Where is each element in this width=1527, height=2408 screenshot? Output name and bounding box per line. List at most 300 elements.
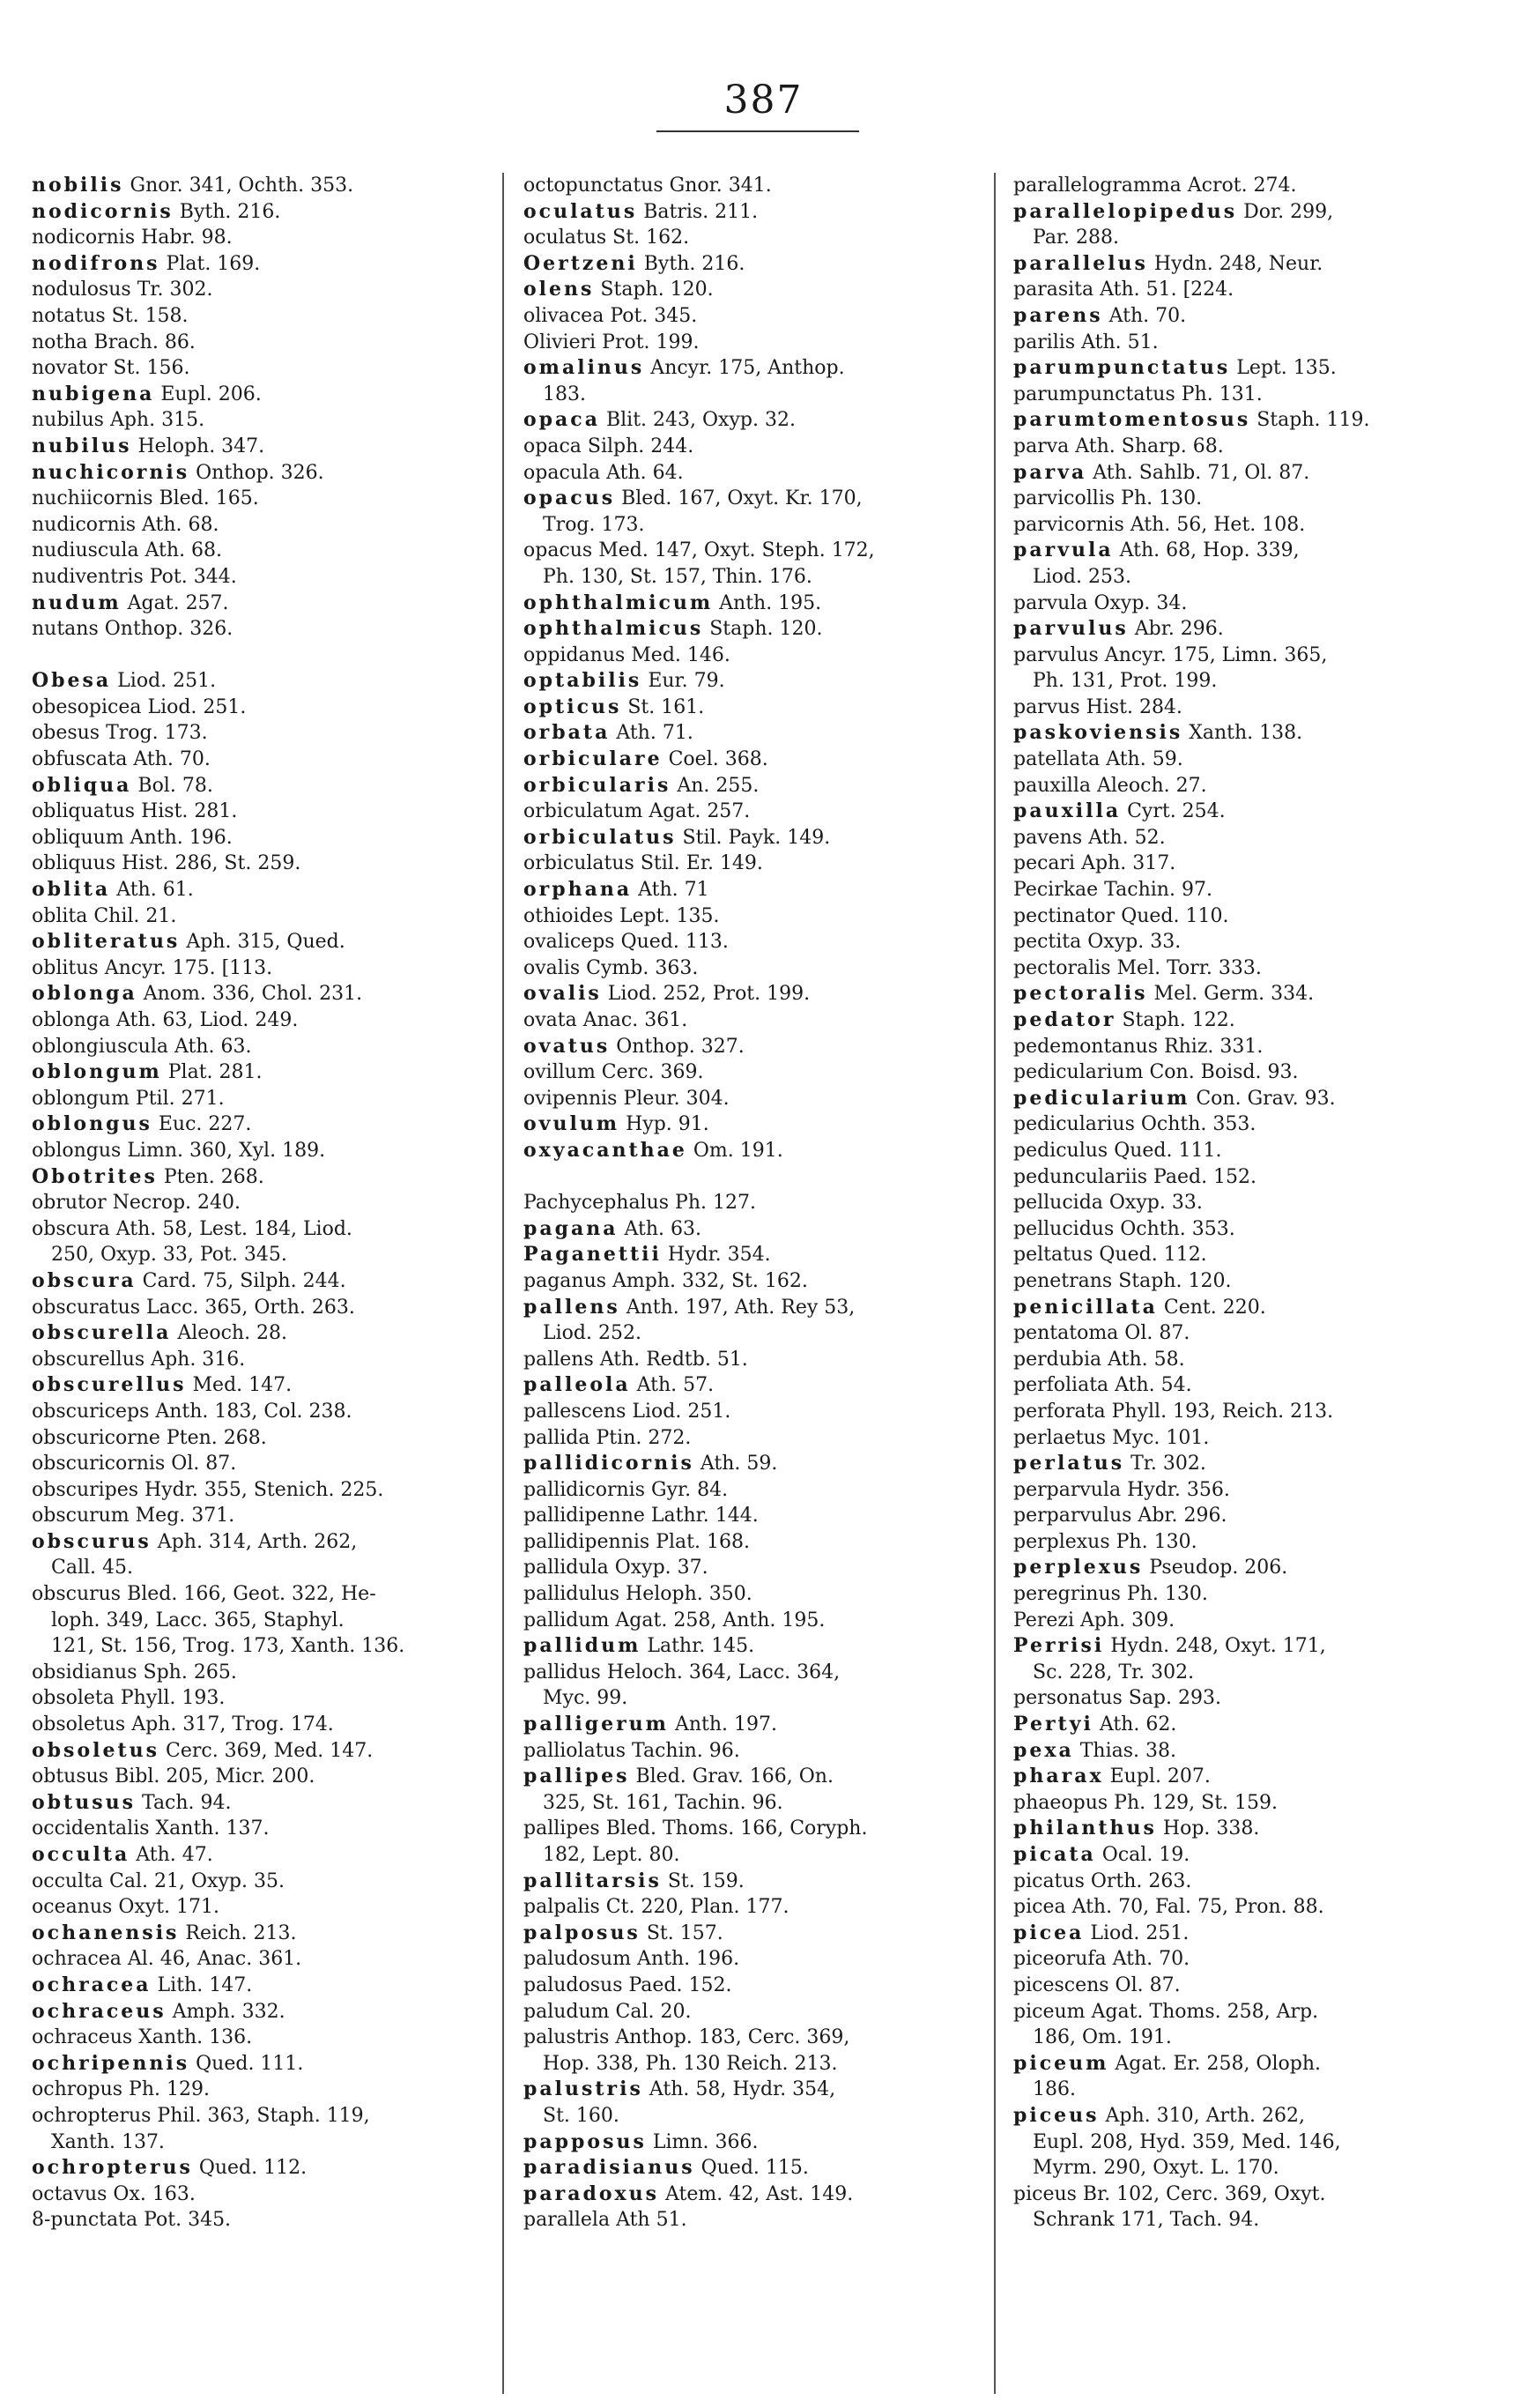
species-name: piceum xyxy=(1013,2051,1109,2075)
index-entry xyxy=(32,2103,472,2129)
page-references: Liod. 252, Prot. 199. xyxy=(601,983,811,1006)
species-name: pectoralis xyxy=(1013,956,1111,979)
page-references: Ph. 130. xyxy=(1115,487,1203,510)
index-entry-continuation xyxy=(1013,2077,1494,2103)
index-entry xyxy=(1013,1295,1494,1321)
index-entry xyxy=(32,1816,472,1842)
species-name: oblitus xyxy=(32,956,99,979)
page-references: Trog. 173. xyxy=(543,513,645,536)
page-references: St. 157. xyxy=(640,1921,723,1944)
species-name: ovipennis xyxy=(523,1087,618,1110)
column-divider xyxy=(502,173,504,2394)
species-name: nudum xyxy=(32,591,122,614)
index-entry xyxy=(1013,695,1494,721)
index-entry xyxy=(1013,591,1494,617)
species-name: obscurellus xyxy=(32,1373,187,1397)
index-entry xyxy=(32,407,472,434)
index-entry xyxy=(1013,616,1494,643)
page-references: Aph. 317, Trog. 174. xyxy=(125,1713,334,1736)
index-entry xyxy=(32,173,472,199)
index-column-3 xyxy=(1013,173,1494,2233)
page-references: Heloph. 350. xyxy=(619,1583,752,1606)
index-entry xyxy=(523,486,973,512)
index-entry xyxy=(523,1738,973,1765)
page-references: Phyll. 193, Reich. 213. xyxy=(1105,1400,1334,1423)
page-references: Ancyr. 175, Limn. 365, xyxy=(1098,643,1328,666)
index-entry xyxy=(32,1712,472,1738)
page-references: Ath. 68. xyxy=(136,513,219,536)
species-name: parumpunctatus xyxy=(1013,356,1231,380)
species-name: ochraceus xyxy=(32,2026,133,2049)
index-entry xyxy=(523,1973,973,1999)
index-entry xyxy=(523,355,973,382)
page-references: Bled. 165. xyxy=(152,487,259,510)
index-entry xyxy=(1013,460,1494,487)
species-name: parvula xyxy=(1013,591,1088,614)
index-entry xyxy=(523,1764,973,1790)
index-entry xyxy=(32,720,472,747)
index-entry xyxy=(523,277,973,303)
page-references: Hop. 338. xyxy=(1156,1817,1260,1840)
page-references: Phyll. 193. xyxy=(114,1687,226,1710)
species-name: picescens xyxy=(1013,1973,1109,1996)
page-references: Qued. 112. xyxy=(1093,1244,1207,1267)
species-name: oculatus xyxy=(523,199,638,223)
page-references: Ol. 87. xyxy=(1108,1973,1181,1996)
species-name: obscura xyxy=(32,1217,110,1240)
page-references: Abr. 296. xyxy=(1131,1505,1227,1527)
species-name: pallipes xyxy=(523,1817,600,1840)
species-name: opaca xyxy=(523,408,600,432)
species-name: perparvulus xyxy=(1013,1505,1132,1527)
species-name: orbiculatus xyxy=(523,852,634,875)
page-references: Pten. 268. xyxy=(157,1165,264,1188)
page-references: Onthop. 327. xyxy=(610,1035,745,1058)
page-references: Ph. 131, Prot. 199. xyxy=(1033,670,1218,693)
species-name: ophthalmicus xyxy=(523,617,704,641)
species-name: paradoxus xyxy=(523,2181,660,2205)
index-entry xyxy=(523,1451,973,1477)
page-references: St. 160. xyxy=(543,2104,619,2127)
species-name: obfuscata xyxy=(32,748,128,771)
species-name: oblonga xyxy=(32,1009,110,1031)
species-name: pexa xyxy=(1013,1738,1074,1762)
index-entry xyxy=(32,1529,472,1556)
species-name: parens xyxy=(1013,303,1103,327)
page-references: Xanth. 138. xyxy=(1182,722,1303,745)
species-name: oblongus xyxy=(32,1112,152,1136)
species-name: oxyacanthae xyxy=(523,1138,687,1162)
page-references: Paed. 152. xyxy=(1147,1165,1257,1188)
index-entry xyxy=(1013,1921,1494,1947)
species-name: obscuriceps xyxy=(32,1400,150,1423)
page-references: Aph. 315. xyxy=(103,409,205,432)
page-references: Ath. Sharp. 68. xyxy=(1069,435,1224,457)
index-entry xyxy=(32,2025,472,2051)
index-entry xyxy=(523,1242,973,1268)
page-references: Con. Boisd. 93. xyxy=(1143,1061,1299,1084)
species-name: Oertzeni xyxy=(523,251,638,275)
index-entry xyxy=(1013,825,1494,851)
index-entry xyxy=(523,2077,973,2103)
page-references: Anac. 361. xyxy=(576,1009,688,1031)
page-references: Agat. Er. 258, Oloph. xyxy=(1108,2052,1321,2075)
page-references: Lith. 147. xyxy=(151,1973,253,1996)
species-name: pectoralis xyxy=(1013,982,1148,1006)
page-references: Aph. 317. xyxy=(1075,852,1176,875)
species-name: pedicularium xyxy=(1013,1086,1190,1110)
index-entry-continuation xyxy=(1013,2129,1494,2156)
species-name: peregrinus xyxy=(1013,1583,1121,1606)
species-name: pallidipennis xyxy=(523,1530,650,1553)
page-references: 186, Om. 191. xyxy=(1033,2026,1172,2049)
page-references: Ol. 87. xyxy=(1118,1322,1190,1345)
index-entry xyxy=(1013,1764,1494,1790)
index-entry xyxy=(32,877,472,903)
page-references: Hydr. 355, Stenich. 225. xyxy=(138,1478,384,1501)
index-entry xyxy=(523,538,973,564)
species-name: oblongiuscula xyxy=(32,1035,168,1058)
index-entry-continuation xyxy=(1013,564,1494,591)
species-name: pavens xyxy=(1013,826,1083,849)
page-references: Pseudop. 206. xyxy=(1143,1557,1288,1579)
index-entry xyxy=(523,955,973,982)
page-references: Sph. 265. xyxy=(137,1661,237,1683)
index-entry xyxy=(32,1921,472,1947)
species-name: pauxilla xyxy=(1013,774,1091,797)
page-references: St. 159. xyxy=(661,1869,745,1892)
species-name: piceus xyxy=(1013,2182,1077,2205)
page-references: Ath. 58. xyxy=(1101,1348,1185,1371)
species-name: phaeopus xyxy=(1013,1791,1108,1814)
page-references: Heloch. 364, Lacc. 364, xyxy=(600,1661,841,1683)
index-entry xyxy=(1013,2181,1494,2208)
species-name: nubilus xyxy=(32,409,104,432)
species-name: orbiculare xyxy=(523,747,663,771)
species-name: picatus xyxy=(1013,1869,1085,1892)
species-name: orbata xyxy=(523,721,611,745)
species-name: opaca xyxy=(523,435,582,457)
species-name: nodulosus xyxy=(32,279,131,301)
index-entry xyxy=(523,2129,973,2156)
page-references: Ath. Sahlb. 71, Ol. 87. xyxy=(1086,461,1310,484)
page-references: Coel. 368. xyxy=(662,748,768,771)
index-entry xyxy=(32,355,472,382)
page-references: Staph. 122. xyxy=(1116,1009,1235,1031)
species-name: pallescens xyxy=(523,1400,626,1423)
species-name: parumtomentosus xyxy=(1013,408,1251,432)
page-references: Eupl. 208, Hyd. 359, Med. 146, xyxy=(1033,2130,1341,2153)
species-name: obscuripes xyxy=(32,1478,139,1501)
species-name: pediculus xyxy=(1013,1139,1108,1162)
index-entry xyxy=(1013,1608,1494,1634)
species-name: notatus xyxy=(32,304,106,327)
page-references: Ath. Redtb. 51. xyxy=(593,1348,748,1371)
index-entry xyxy=(523,929,973,955)
species-name: pallidipenne xyxy=(523,1505,645,1527)
page-references: Lathr. 145. xyxy=(641,1635,755,1658)
index-entry xyxy=(523,1816,973,1842)
index-entry xyxy=(1013,1086,1494,1112)
species-name: pentatoma xyxy=(1013,1322,1119,1345)
page-references: Ph. 129, St. 159. xyxy=(1108,1791,1278,1814)
index-entry xyxy=(1013,1034,1494,1060)
species-name: ochracea xyxy=(32,1948,122,1971)
index-entry xyxy=(1013,1216,1494,1243)
index-entry xyxy=(32,2155,472,2181)
page-references: Liod. 253. xyxy=(1033,565,1131,588)
index-entry xyxy=(1013,1999,1494,2025)
index-entry-continuation xyxy=(523,1320,973,1347)
index-entry xyxy=(523,1086,973,1112)
species-name: pedunculariis xyxy=(1013,1165,1148,1188)
index-entry xyxy=(523,303,973,330)
page-references: Ath. 62. xyxy=(1093,1713,1177,1736)
page-references: Eupl. 206. xyxy=(154,383,262,405)
species-name: picea xyxy=(1013,1896,1066,1919)
index-entry xyxy=(1013,773,1494,799)
page-references: Qued. 111. xyxy=(1108,1139,1222,1162)
species-name: oceanus xyxy=(32,1896,113,1919)
species-name: paradisianus xyxy=(523,2156,695,2180)
page-references: Sap. 293. xyxy=(1122,1687,1221,1710)
index-entry xyxy=(32,1399,472,1425)
index-entry xyxy=(1013,955,1494,982)
index-entry xyxy=(523,1712,973,1738)
index-entry-continuation xyxy=(1013,668,1494,695)
index-entry xyxy=(1013,1138,1494,1164)
species-name: ochracea xyxy=(32,1973,152,1996)
species-name: patellata xyxy=(1013,748,1101,771)
page-references: Pleur. 304. xyxy=(617,1087,730,1110)
species-name: picea xyxy=(1013,1921,1085,1944)
index-entry xyxy=(32,1320,472,1347)
index-entry xyxy=(1013,1111,1494,1138)
page-references: loph. 349, Lacc. 365, Staphyl. xyxy=(51,1609,345,1631)
page-references: Euc. 227. xyxy=(152,1113,252,1136)
page-references: Thias. 38. xyxy=(1073,1739,1177,1762)
species-name: ophthalmicum xyxy=(523,591,714,614)
index-entry xyxy=(523,695,973,721)
page-references: Aleoch. 27. xyxy=(1091,774,1207,797)
page-references: 183. xyxy=(543,383,586,405)
page-references: Plat. 281. xyxy=(161,1061,263,1084)
index-column-2 xyxy=(523,173,973,2233)
index-entry xyxy=(1013,1842,1494,1869)
page-references: Ath. 52. xyxy=(1082,826,1166,849)
page-references: Ochth. 353. xyxy=(1134,1113,1256,1136)
page-references: Gnor. 341, Ochth. 353. xyxy=(123,175,354,197)
index-entry xyxy=(523,591,973,617)
species-name: parumpunctatus xyxy=(1013,383,1175,405)
species-name: octavus xyxy=(32,2182,107,2205)
species-name: parilis xyxy=(1013,331,1076,353)
page-references: St. 156. xyxy=(107,357,190,380)
species-name: palliolatus xyxy=(523,1739,626,1762)
page-references: Ath. 71. xyxy=(610,722,693,745)
species-name: peltatus xyxy=(1013,1244,1093,1267)
index-entry xyxy=(1013,747,1494,773)
page-references: Staph. 120. xyxy=(703,618,823,641)
page-references: Xanth. 137. xyxy=(149,1817,270,1840)
page-references: Oxyp. 33. xyxy=(1081,931,1182,954)
species-name: oblongum xyxy=(32,1087,130,1110)
species-name: obscuratus xyxy=(32,1296,141,1319)
index-entry-continuation xyxy=(32,1555,472,1581)
index-entry xyxy=(32,1894,472,1921)
index-entry xyxy=(523,225,973,251)
index-entry xyxy=(32,747,472,773)
page-references: Hist. 284. xyxy=(1079,695,1182,718)
page-references: Plat. 169. xyxy=(159,252,261,275)
index-entry xyxy=(1013,1816,1494,1842)
page-references: Tachin. 96. xyxy=(626,1739,740,1762)
index-entry xyxy=(32,225,472,251)
index-entry xyxy=(32,668,472,695)
page-references: Sc. 228, Tr. 302. xyxy=(1033,1661,1195,1683)
species-name: nudiventris xyxy=(32,565,144,588)
species-name: optabilis xyxy=(523,669,642,693)
page-references: Phil. 363, Staph. 119, xyxy=(151,2104,370,2127)
page-references: Gnor. 341. xyxy=(663,175,772,197)
page-references: Ath. 51. xyxy=(1075,331,1159,353)
species-name: ovatus xyxy=(523,1034,611,1058)
index-entry xyxy=(523,330,973,356)
species-name: ochraceus xyxy=(32,1999,167,2023)
index-entry-continuation xyxy=(523,1842,973,1869)
species-name: obliquus xyxy=(32,852,116,875)
species-name: obscurus xyxy=(32,1583,122,1606)
species-name: obesopicea xyxy=(32,695,142,718)
index-entry xyxy=(32,1764,472,1790)
page-references: Stil. Er. 149. xyxy=(634,852,763,875)
page-references: Mel. Torr. 333. xyxy=(1110,956,1262,979)
species-name: obliquum xyxy=(32,826,124,849)
page-references: Aph. 316. xyxy=(145,1348,246,1371)
species-name: ovillum xyxy=(523,1061,596,1084)
index-entry xyxy=(1013,1685,1494,1712)
page-references: Cerc. 369, Med. 147. xyxy=(159,1739,374,1762)
species-name: perforata xyxy=(1013,1400,1106,1423)
page-references: Ath. 56, Het. 108. xyxy=(1123,513,1306,536)
page-references: Ancyr. 175, Anthop. xyxy=(644,357,845,380)
index-entry xyxy=(32,1685,472,1712)
page-references: St. 161. xyxy=(621,695,705,718)
species-name: oblita xyxy=(32,904,88,927)
page-references: Acrot. 274. xyxy=(1181,175,1297,197)
index-entry xyxy=(1013,199,1494,226)
index-entry xyxy=(523,1581,973,1608)
species-name: Perrisi xyxy=(1013,1634,1105,1658)
species-name: ovata xyxy=(523,1009,577,1031)
species-name: parvula xyxy=(1013,539,1114,562)
species-name: nobilis xyxy=(32,174,124,197)
page-references: Lathr. 144. xyxy=(644,1505,759,1527)
species-name: ochropus xyxy=(32,2078,123,2101)
species-name: obscurella xyxy=(32,1321,172,1345)
page-references: Pot. 344. xyxy=(143,565,237,588)
page-references: Silph. 244. xyxy=(581,435,694,457)
index-entry xyxy=(32,330,472,356)
index-entry xyxy=(523,1946,973,1973)
species-name: Obesa xyxy=(32,669,112,693)
index-entry xyxy=(1013,1347,1494,1373)
species-name: obliqua xyxy=(32,773,132,797)
index-entry xyxy=(1013,981,1494,1007)
page-references: Bibl. 205, Micr. 200. xyxy=(108,1765,315,1788)
page-references: Ph. 130. xyxy=(1109,1530,1197,1553)
index-entry xyxy=(32,1790,472,1817)
page-references: Ath. 68. xyxy=(138,539,223,562)
species-name: obliteratus xyxy=(32,930,181,954)
index-entry xyxy=(32,1190,472,1216)
species-name: pedator xyxy=(1013,1008,1116,1031)
page-references: Reich. 213. xyxy=(179,1921,297,1944)
section-gap xyxy=(523,1164,973,1191)
index-entry xyxy=(1013,1320,1494,1347)
page-references: Bled. 166, Geot. 322, He- xyxy=(121,1583,376,1606)
species-name: pecari xyxy=(1013,852,1076,875)
species-name: palustris xyxy=(523,2077,643,2101)
index-entry xyxy=(523,747,973,773)
page-references: Cent. 220. xyxy=(1157,1296,1266,1319)
species-name: nodicornis xyxy=(32,199,174,223)
species-name: pellucida xyxy=(1013,1192,1103,1215)
index-entry xyxy=(1013,1164,1494,1191)
index-entry xyxy=(32,929,472,955)
page-references: Med. 146. xyxy=(625,643,730,666)
page-references: Aph. 310, Arth. 262, xyxy=(1099,2104,1305,2127)
species-name: pallipes xyxy=(523,1765,630,1788)
species-name: oppidanus xyxy=(523,643,626,666)
index-entry xyxy=(523,825,973,851)
index-entry xyxy=(523,407,973,434)
page-references: Necrop. 240. xyxy=(106,1192,241,1215)
species-name: piceum xyxy=(1013,2000,1086,2023)
index-entry xyxy=(523,1347,973,1373)
page-references: Brach. 86. xyxy=(87,331,196,353)
index-entry xyxy=(523,668,973,695)
species-name: parallelogramma xyxy=(1013,175,1182,197)
index-entry xyxy=(32,851,472,877)
page-references: Al. 46, Anac. 361. xyxy=(121,1948,302,1971)
index-column-1 xyxy=(32,173,472,2233)
index-entry xyxy=(523,981,973,1007)
page-references: Ath. 57. xyxy=(630,1374,715,1397)
page-references: Ath. 71 xyxy=(632,879,709,902)
index-entry xyxy=(523,903,973,930)
index-entry-continuation xyxy=(523,2051,973,2077)
index-entry xyxy=(1013,330,1494,356)
index-entry xyxy=(1013,1190,1494,1216)
species-name: opacus xyxy=(523,487,616,510)
page-references: Bled. 167, Oxyt. Kr. 170, xyxy=(615,487,863,510)
species-name: pectita xyxy=(1013,931,1082,954)
species-name: perlatus xyxy=(1013,1452,1125,1475)
page-references: Om. 191. xyxy=(686,1139,783,1162)
page-references: Habr. 98. xyxy=(135,227,233,249)
page-references: Mel. Germ. 334. xyxy=(1147,983,1315,1006)
index-entry xyxy=(32,199,472,226)
species-name: perplexus xyxy=(1013,1530,1110,1553)
index-entry xyxy=(523,1425,973,1452)
page-references: Ath. 61. xyxy=(110,879,194,902)
index-entry xyxy=(1013,1007,1494,1034)
index-entry xyxy=(32,486,472,512)
page-references: Lacc. 365, Orth. 263. xyxy=(140,1296,355,1319)
index-entry xyxy=(1013,251,1494,278)
page-references: Tachin. 97. xyxy=(1098,879,1212,902)
